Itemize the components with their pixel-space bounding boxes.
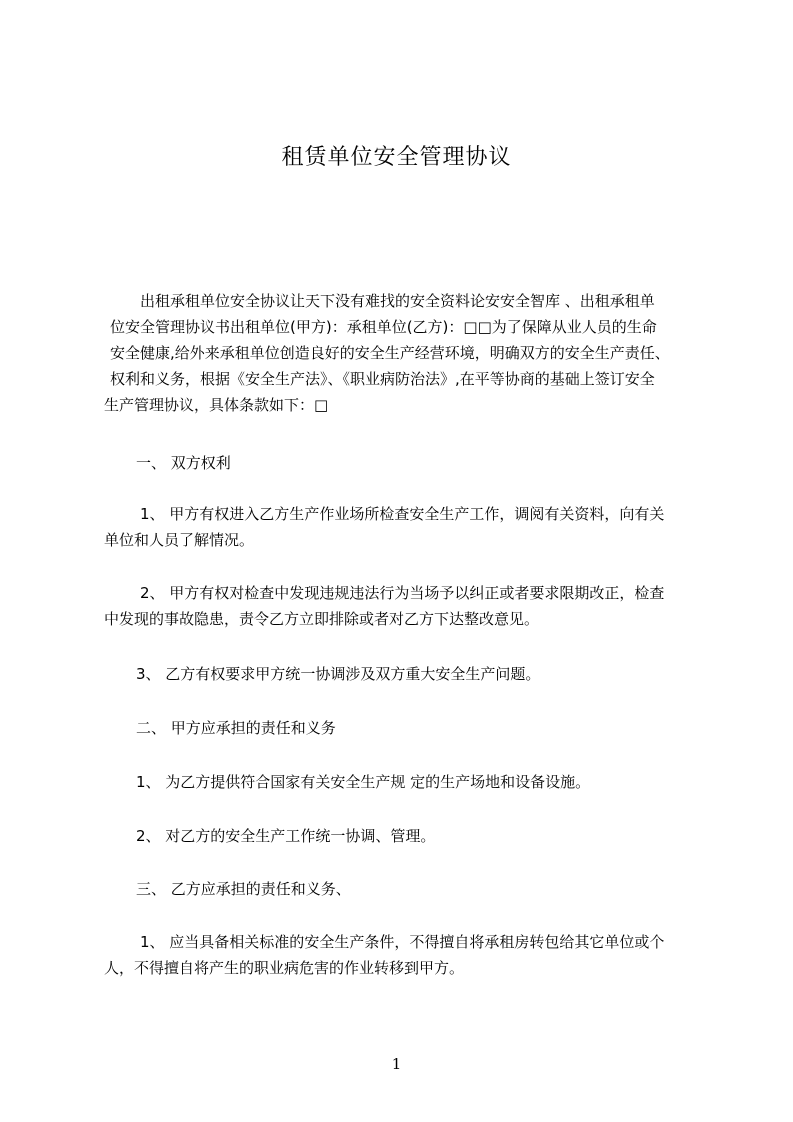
clause-paragraph bbox=[104, 929, 704, 981]
intro-paragraph bbox=[104, 288, 704, 418]
clause-line: 1、 应当具备相关标准的安全生产条件，不得擅自将承租房转包给其它单位或个 bbox=[140, 933, 665, 951]
clause-line: 3、 乙方有权要求甲方统一协调涉及双方重大安全生产问题。 bbox=[136, 665, 541, 683]
section-heading: 一、 双方权利 bbox=[136, 454, 231, 472]
page-number: 1 bbox=[391, 1055, 402, 1073]
intro-line: 位安全管理协议书出租单位(甲方)：承租单位(乙方)：□□为了保障从业人员的生命 bbox=[110, 318, 657, 336]
document-title: 租赁单位安全管理协议 bbox=[281, 145, 512, 170]
clause-line: 单位和人员了解情况。 bbox=[104, 531, 255, 549]
intro-line: 出租承租单位安全协议让天下没有难找的安全资料论安安全智库 、出租承租单 bbox=[140, 292, 655, 310]
clause-line: 中发现的事故隐患，责令乙方立即排除或者对乙方下达整改意见。 bbox=[104, 610, 540, 628]
section-heading: 二、 甲方应承担的责任和义务 bbox=[136, 719, 336, 737]
section-heading: 三、 乙方应承担的责任和义务、 bbox=[136, 880, 351, 898]
clause-paragraph bbox=[104, 501, 704, 553]
clause-line: 1、 为乙方提供符合国家有关安全生产规 定的生产场地和设备设施。 bbox=[136, 773, 591, 791]
clause-line: 2、 甲方有权对检查中发现违规违法行为当场予以纠正或者要求限期改正，检查 bbox=[140, 584, 665, 602]
clause-line: 2、 对乙方的安全生产工作统一协调、管理。 bbox=[136, 827, 436, 845]
intro-line: 安全健康,给外来承租单位创造良好的安全生产经营环境，明确双方的安全生产责任、 bbox=[110, 344, 670, 362]
intro-line: 生产管理协议，具体条款如下：□ bbox=[104, 396, 329, 414]
clause-line: 1、 甲方有权进入乙方生产作业场所检查安全生产工作，调阅有关资料，向有关 bbox=[140, 505, 665, 523]
intro-line: 权利和义务，根据《安全生产法》、《职业病防治法》,在平等协商的基础上签订安全 bbox=[110, 370, 655, 388]
clause-paragraph bbox=[104, 580, 704, 632]
clause-line: 人，不得擅自将产生的职业病危害的作业转移到甲方。 bbox=[104, 959, 465, 977]
